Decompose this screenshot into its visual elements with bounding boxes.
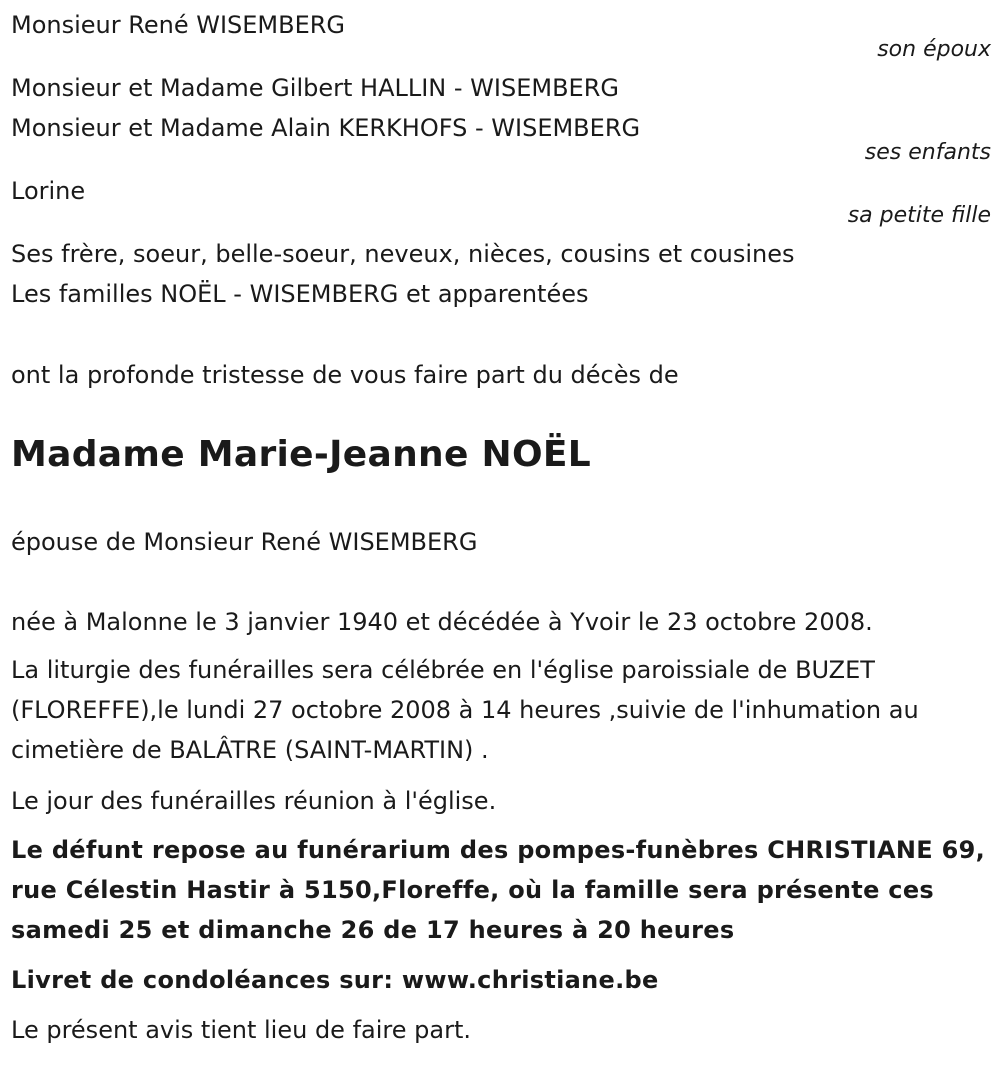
deceased-relation: épouse de Monsieur René WISEMBERG — [11, 528, 478, 556]
grandchild-role: sa petite fille — [847, 203, 991, 228]
liturgy-text: La liturgie des funérailles sera célébrée en l'église paroissiale de BUZET (FLOREFFE),le lundi 27 octobre 2008 à 14 heures ,suivie de l'inhumation au cimetière de BALÂTRE (SAINT-MARTIN) . — [11, 656, 919, 764]
grandchild-name: Lorine — [11, 177, 86, 205]
announcement-text: ont la profonde tristesse de vous faire part du décès de — [11, 361, 679, 389]
relatives-line-2: Les familles NOËL - WISEMBERG et apparentées — [11, 280, 589, 308]
closing-text: Le présent avis tient lieu de faire part. — [11, 1016, 471, 1044]
birth-death-text: née à Malonne le 3 janvier 1940 et décédée à Yvoir le 23 octobre 2008. — [11, 608, 873, 636]
children-role: ses enfants — [864, 140, 991, 165]
deceased-name: Madame Marie-Jeanne NOËL — [11, 434, 591, 475]
repose-text: Le défunt repose au funérarium des pompes-funèbres CHRISTIANE 69, rue Célestin Hastir à 5150,Floreffe, où la famille sera présente ces samedi 25 et dimanche 26 de 17 heures à 20 heures — [11, 836, 986, 944]
condolences-text: Livret de condoléances sur: www.christiane.be — [11, 966, 659, 994]
child-2-name: Monsieur et Madame Alain KERKHOFS - WISEMBERG — [11, 114, 641, 142]
spouse-name: Monsieur René WISEMBERG — [11, 11, 346, 39]
child-1-name: Monsieur et Madame Gilbert HALLIN - WISEMBERG — [11, 74, 619, 102]
gathering-text: Le jour des funérailles réunion à l'église. — [11, 787, 497, 815]
relatives-line-1: Ses frère, soeur, belle-soeur, neveux, nièces, cousins et cousines — [11, 240, 795, 268]
spouse-role: son époux — [877, 37, 991, 62]
